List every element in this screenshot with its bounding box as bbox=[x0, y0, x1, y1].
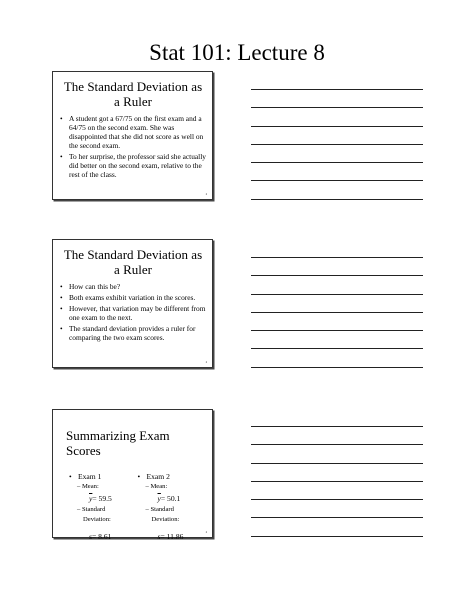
note-line bbox=[251, 517, 423, 518]
slide-2-bullets bbox=[60, 282, 206, 342]
exam-1-column bbox=[69, 471, 138, 543]
note-line bbox=[251, 126, 423, 127]
exam-1-sd-formula bbox=[69, 530, 138, 543]
slide-3-title: Summarizing Exam Scores bbox=[66, 428, 170, 458]
page-title: Stat 101: Lecture 8 bbox=[149, 40, 325, 65]
note-line bbox=[251, 144, 423, 145]
note-line bbox=[251, 199, 423, 200]
note-line bbox=[251, 426, 423, 427]
exam-2-mean-label: – Mean: bbox=[145, 483, 168, 490]
note-line bbox=[251, 481, 423, 482]
slide-1 bbox=[52, 71, 213, 200]
exam-1-mean-label: – Mean: bbox=[77, 483, 99, 490]
exam-1-mean-value: = 59.5 bbox=[92, 494, 112, 503]
exam-1-mean-var: $\overline{y}$ bbox=[89, 494, 93, 503]
exam-columns bbox=[69, 471, 206, 543]
notes-lines-1 bbox=[251, 89, 423, 217]
slide-1-title: The Standard Deviation as a Ruler bbox=[63, 79, 203, 109]
note-line bbox=[251, 536, 423, 537]
slide-1-number: 1 bbox=[205, 192, 207, 196]
slide-2-title: The Standard Deviation as a Ruler bbox=[63, 247, 203, 277]
exam-2-sd-value: = 11.86 bbox=[160, 532, 184, 541]
note-line bbox=[251, 312, 423, 313]
note-line bbox=[251, 89, 423, 90]
exam-1-mean-formula bbox=[69, 492, 138, 505]
exam-2-mean-formula bbox=[138, 492, 207, 505]
exam-1-sd-label-2: Deviation: bbox=[83, 516, 111, 523]
note-line bbox=[251, 330, 423, 331]
note-line bbox=[251, 180, 423, 181]
exam-1-sd-value: = 8.61 bbox=[91, 532, 112, 541]
note-line bbox=[251, 367, 423, 368]
exam-2-column bbox=[138, 471, 207, 543]
note-line bbox=[251, 275, 423, 276]
exam-2-sd-var: s bbox=[157, 532, 161, 541]
slide-1-bullet-1: • A student got a 67/75 on the first exam and a 64/75 on the second exam. She was disappointed that she did not score as well on the second exam. bbox=[60, 114, 206, 150]
slide-2 bbox=[52, 239, 213, 368]
exam-1-sd-label-1: – Standard bbox=[77, 506, 106, 513]
note-line bbox=[251, 463, 423, 464]
note-line bbox=[251, 294, 423, 295]
exam-2-sd-label-2: Deviation: bbox=[151, 516, 180, 523]
exam-2-heading: • Exam 2 bbox=[138, 471, 207, 482]
exam-2-sd-formula bbox=[138, 530, 207, 543]
note-line bbox=[251, 162, 423, 163]
note-line bbox=[251, 257, 423, 258]
slide-1-bullets bbox=[60, 114, 206, 179]
exam-1-heading: • Exam 1 bbox=[69, 471, 138, 482]
slide-2-bullet-3: • However, that variation may be different from one exam to the next. bbox=[60, 304, 206, 322]
note-line bbox=[251, 107, 423, 108]
slide-3 bbox=[52, 409, 213, 541]
exam-2-sd-label-1: – Standard bbox=[145, 506, 174, 513]
exam-1-sd-var: s bbox=[89, 532, 92, 541]
slide-2-number: 1 bbox=[205, 360, 207, 364]
slide-2-bullet-1: • How can this be? bbox=[60, 282, 206, 291]
slide-2-bullet-2: • Both exams exhibit variation in the scores. bbox=[60, 293, 206, 302]
note-line bbox=[251, 444, 423, 445]
exam-2-mean-value: = 50.1 bbox=[160, 494, 181, 503]
note-line bbox=[251, 348, 423, 349]
slide-2-bullet-4: • The standard deviation provides a ruler for comparing the two exam scores. bbox=[60, 324, 206, 342]
exam-2-mean-var: $\overline{y}$ bbox=[157, 494, 161, 503]
slide-3-number: 1 bbox=[205, 530, 207, 534]
slide-1-bullet-2: • To her surprise, the professor said she actually did better on the second exam, relative to the rest of the class. bbox=[60, 152, 206, 179]
notes-lines-3 bbox=[251, 426, 423, 554]
note-line bbox=[251, 499, 423, 500]
notes-lines-2 bbox=[251, 257, 423, 385]
